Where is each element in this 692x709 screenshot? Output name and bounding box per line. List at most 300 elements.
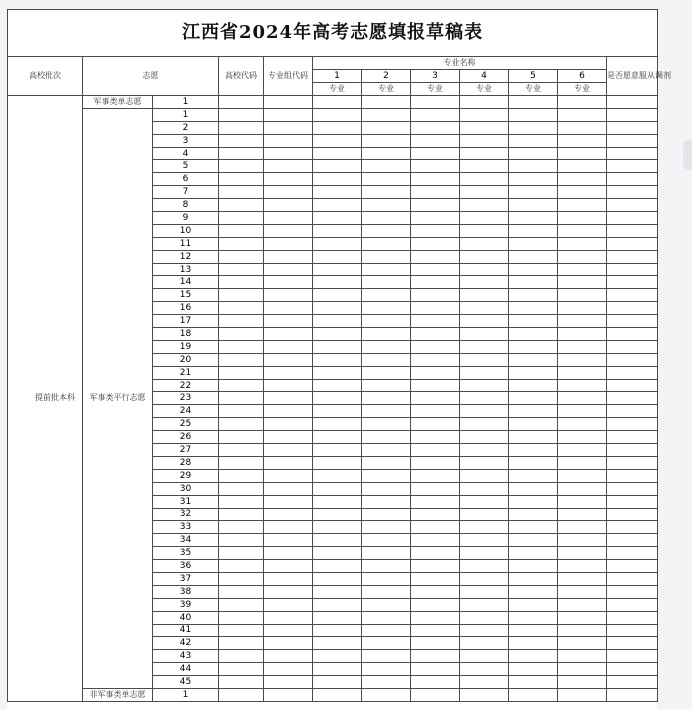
entry-cell[interactable] xyxy=(607,431,658,444)
entry-cell[interactable] xyxy=(313,405,362,418)
entry-cell[interactable] xyxy=(411,611,460,624)
entry-cell[interactable] xyxy=(219,418,264,431)
entry-cell[interactable] xyxy=(411,572,460,585)
entry-cell[interactable] xyxy=(607,160,658,173)
entry-cell[interactable] xyxy=(460,147,509,160)
entry-cell[interactable] xyxy=(362,418,411,431)
entry-cell[interactable] xyxy=(509,173,558,186)
entry-cell[interactable] xyxy=(411,263,460,276)
entry-cell[interactable] xyxy=(313,315,362,328)
entry-cell[interactable] xyxy=(509,482,558,495)
entry-cell[interactable] xyxy=(411,134,460,147)
entry-cell[interactable] xyxy=(460,572,509,585)
entry-cell[interactable] xyxy=(509,676,558,689)
entry-cell[interactable] xyxy=(313,688,362,701)
entry-cell[interactable] xyxy=(264,186,313,199)
entry-cell[interactable] xyxy=(362,186,411,199)
entry-cell[interactable] xyxy=(558,456,607,469)
entry-cell[interactable] xyxy=(460,392,509,405)
entry-cell[interactable] xyxy=(362,160,411,173)
entry-cell[interactable] xyxy=(264,560,313,573)
entry-cell[interactable] xyxy=(411,456,460,469)
entry-cell[interactable] xyxy=(509,547,558,560)
entry-cell[interactable] xyxy=(264,340,313,353)
entry-cell[interactable] xyxy=(558,212,607,225)
entry-cell[interactable] xyxy=(558,585,607,598)
entry-cell[interactable] xyxy=(460,688,509,701)
entry-cell[interactable] xyxy=(607,534,658,547)
entry-cell[interactable] xyxy=(558,676,607,689)
entry-cell[interactable] xyxy=(362,585,411,598)
entry-cell[interactable] xyxy=(509,160,558,173)
entry-cell[interactable] xyxy=(460,366,509,379)
entry-cell[interactable] xyxy=(509,431,558,444)
entry-cell[interactable] xyxy=(362,405,411,418)
entry-cell[interactable] xyxy=(264,508,313,521)
entry-cell[interactable] xyxy=(607,315,658,328)
entry-cell[interactable] xyxy=(607,289,658,302)
entry-cell[interactable] xyxy=(558,572,607,585)
entry-cell[interactable] xyxy=(509,418,558,431)
entry-cell[interactable] xyxy=(607,456,658,469)
entry-cell[interactable] xyxy=(362,328,411,341)
entry-cell[interactable] xyxy=(219,560,264,573)
entry-cell[interactable] xyxy=(264,379,313,392)
entry-cell[interactable] xyxy=(460,469,509,482)
entry-cell[interactable] xyxy=(313,676,362,689)
entry-cell[interactable] xyxy=(313,418,362,431)
entry-cell[interactable] xyxy=(509,340,558,353)
entry-cell[interactable] xyxy=(607,147,658,160)
entry-cell[interactable] xyxy=(607,212,658,225)
entry-cell[interactable] xyxy=(607,366,658,379)
entry-cell[interactable] xyxy=(558,469,607,482)
entry-cell[interactable] xyxy=(362,366,411,379)
entry-cell[interactable] xyxy=(411,598,460,611)
entry-cell[interactable] xyxy=(219,353,264,366)
entry-cell[interactable] xyxy=(607,611,658,624)
entry-cell[interactable] xyxy=(219,340,264,353)
entry-cell[interactable] xyxy=(362,237,411,250)
entry-cell[interactable] xyxy=(219,624,264,637)
entry-cell[interactable] xyxy=(264,366,313,379)
entry-cell[interactable] xyxy=(558,134,607,147)
entry-cell[interactable] xyxy=(411,212,460,225)
entry-cell[interactable] xyxy=(460,637,509,650)
entry-cell[interactable] xyxy=(607,560,658,573)
entry-cell[interactable] xyxy=(558,289,607,302)
entry-cell[interactable] xyxy=(313,289,362,302)
entry-cell[interactable] xyxy=(362,96,411,109)
entry-cell[interactable] xyxy=(219,328,264,341)
entry-cell[interactable] xyxy=(460,328,509,341)
entry-cell[interactable] xyxy=(558,431,607,444)
entry-cell[interactable] xyxy=(411,560,460,573)
entry-cell[interactable] xyxy=(313,431,362,444)
entry-cell[interactable] xyxy=(362,431,411,444)
entry-cell[interactable] xyxy=(362,147,411,160)
entry-cell[interactable] xyxy=(219,469,264,482)
entry-cell[interactable] xyxy=(558,624,607,637)
entry-cell[interactable] xyxy=(313,521,362,534)
entry-cell[interactable] xyxy=(460,598,509,611)
entry-cell[interactable] xyxy=(362,250,411,263)
entry-cell[interactable] xyxy=(607,353,658,366)
entry-cell[interactable] xyxy=(411,121,460,134)
entry-cell[interactable] xyxy=(264,444,313,457)
entry-cell[interactable] xyxy=(607,237,658,250)
entry-cell[interactable] xyxy=(607,650,658,663)
entry-cell[interactable] xyxy=(264,147,313,160)
entry-cell[interactable] xyxy=(264,611,313,624)
entry-cell[interactable] xyxy=(411,186,460,199)
entry-cell[interactable] xyxy=(362,392,411,405)
entry-cell[interactable] xyxy=(264,676,313,689)
entry-cell[interactable] xyxy=(460,521,509,534)
entry-cell[interactable] xyxy=(509,108,558,121)
entry-cell[interactable] xyxy=(362,134,411,147)
entry-cell[interactable] xyxy=(509,456,558,469)
entry-cell[interactable] xyxy=(264,108,313,121)
entry-cell[interactable] xyxy=(607,173,658,186)
entry-cell[interactable] xyxy=(219,534,264,547)
entry-cell[interactable] xyxy=(219,611,264,624)
entry-cell[interactable] xyxy=(460,508,509,521)
entry-cell[interactable] xyxy=(607,328,658,341)
entry-cell[interactable] xyxy=(411,353,460,366)
entry-cell[interactable] xyxy=(362,508,411,521)
entry-cell[interactable] xyxy=(411,379,460,392)
entry-cell[interactable] xyxy=(219,237,264,250)
entry-cell[interactable] xyxy=(460,676,509,689)
entry-cell[interactable] xyxy=(460,224,509,237)
entry-cell[interactable] xyxy=(509,650,558,663)
entry-cell[interactable] xyxy=(509,250,558,263)
entry-cell[interactable] xyxy=(362,379,411,392)
entry-cell[interactable] xyxy=(411,96,460,109)
entry-cell[interactable] xyxy=(607,96,658,109)
entry-cell[interactable] xyxy=(558,173,607,186)
entry-cell[interactable] xyxy=(313,134,362,147)
entry-cell[interactable] xyxy=(558,340,607,353)
entry-cell[interactable] xyxy=(558,328,607,341)
entry-cell[interactable] xyxy=(509,134,558,147)
entry-cell[interactable] xyxy=(362,315,411,328)
entry-cell[interactable] xyxy=(362,263,411,276)
entry-cell[interactable] xyxy=(509,199,558,212)
entry-cell[interactable] xyxy=(264,456,313,469)
entry-cell[interactable] xyxy=(460,560,509,573)
entry-cell[interactable] xyxy=(264,547,313,560)
entry-cell[interactable] xyxy=(313,650,362,663)
entry-cell[interactable] xyxy=(460,418,509,431)
entry-cell[interactable] xyxy=(558,521,607,534)
entry-cell[interactable] xyxy=(411,315,460,328)
entry-cell[interactable] xyxy=(362,624,411,637)
entry-cell[interactable] xyxy=(219,456,264,469)
entry-cell[interactable] xyxy=(460,134,509,147)
entry-cell[interactable] xyxy=(411,650,460,663)
entry-cell[interactable] xyxy=(411,237,460,250)
entry-cell[interactable] xyxy=(362,676,411,689)
entry-cell[interactable] xyxy=(411,482,460,495)
entry-cell[interactable] xyxy=(313,276,362,289)
entry-cell[interactable] xyxy=(558,366,607,379)
entry-cell[interactable] xyxy=(313,263,362,276)
entry-cell[interactable] xyxy=(607,469,658,482)
entry-cell[interactable] xyxy=(362,534,411,547)
entry-cell[interactable] xyxy=(219,508,264,521)
entry-cell[interactable] xyxy=(460,173,509,186)
entry-cell[interactable] xyxy=(219,392,264,405)
entry-cell[interactable] xyxy=(264,663,313,676)
entry-cell[interactable] xyxy=(313,108,362,121)
entry-cell[interactable] xyxy=(362,611,411,624)
entry-cell[interactable] xyxy=(362,108,411,121)
entry-cell[interactable] xyxy=(362,302,411,315)
entry-cell[interactable] xyxy=(558,237,607,250)
entry-cell[interactable] xyxy=(607,676,658,689)
entry-cell[interactable] xyxy=(219,598,264,611)
entry-cell[interactable] xyxy=(509,663,558,676)
entry-cell[interactable] xyxy=(362,495,411,508)
entry-cell[interactable] xyxy=(509,212,558,225)
entry-cell[interactable] xyxy=(607,444,658,457)
entry-cell[interactable] xyxy=(460,534,509,547)
entry-cell[interactable] xyxy=(509,534,558,547)
entry-cell[interactable] xyxy=(460,624,509,637)
entry-cell[interactable] xyxy=(607,199,658,212)
entry-cell[interactable] xyxy=(219,147,264,160)
entry-cell[interactable] xyxy=(411,637,460,650)
entry-cell[interactable] xyxy=(411,405,460,418)
entry-cell[interactable] xyxy=(313,366,362,379)
entry-cell[interactable] xyxy=(362,224,411,237)
entry-cell[interactable] xyxy=(313,224,362,237)
entry-cell[interactable] xyxy=(264,482,313,495)
entry-cell[interactable] xyxy=(509,379,558,392)
entry-cell[interactable] xyxy=(558,392,607,405)
entry-cell[interactable] xyxy=(411,534,460,547)
entry-cell[interactable] xyxy=(558,547,607,560)
entry-cell[interactable] xyxy=(509,560,558,573)
entry-cell[interactable] xyxy=(219,637,264,650)
entry-cell[interactable] xyxy=(219,276,264,289)
entry-cell[interactable] xyxy=(219,379,264,392)
entry-cell[interactable] xyxy=(264,276,313,289)
entry-cell[interactable] xyxy=(264,495,313,508)
entry-cell[interactable] xyxy=(460,96,509,109)
entry-cell[interactable] xyxy=(362,650,411,663)
entry-cell[interactable] xyxy=(264,598,313,611)
entry-cell[interactable] xyxy=(460,456,509,469)
entry-cell[interactable] xyxy=(460,276,509,289)
entry-cell[interactable] xyxy=(411,328,460,341)
entry-cell[interactable] xyxy=(607,108,658,121)
entry-cell[interactable] xyxy=(219,121,264,134)
entry-cell[interactable] xyxy=(509,611,558,624)
entry-cell[interactable] xyxy=(219,585,264,598)
entry-cell[interactable] xyxy=(313,637,362,650)
entry-cell[interactable] xyxy=(509,585,558,598)
entry-cell[interactable] xyxy=(313,624,362,637)
entry-cell[interactable] xyxy=(219,263,264,276)
entry-cell[interactable] xyxy=(460,482,509,495)
entry-cell[interactable] xyxy=(460,353,509,366)
entry-cell[interactable] xyxy=(558,186,607,199)
entry-cell[interactable] xyxy=(558,121,607,134)
entry-cell[interactable] xyxy=(607,276,658,289)
entry-cell[interactable] xyxy=(460,289,509,302)
entry-cell[interactable] xyxy=(558,224,607,237)
entry-cell[interactable] xyxy=(362,353,411,366)
entry-cell[interactable] xyxy=(362,482,411,495)
entry-cell[interactable] xyxy=(607,379,658,392)
entry-cell[interactable] xyxy=(264,534,313,547)
entry-cell[interactable] xyxy=(264,134,313,147)
entry-cell[interactable] xyxy=(411,495,460,508)
entry-cell[interactable] xyxy=(509,598,558,611)
entry-cell[interactable] xyxy=(411,160,460,173)
entry-cell[interactable] xyxy=(264,650,313,663)
entry-cell[interactable] xyxy=(313,482,362,495)
entry-cell[interactable] xyxy=(607,585,658,598)
entry-cell[interactable] xyxy=(219,482,264,495)
entry-cell[interactable] xyxy=(558,495,607,508)
entry-cell[interactable] xyxy=(219,676,264,689)
entry-cell[interactable] xyxy=(558,508,607,521)
entry-cell[interactable] xyxy=(313,560,362,573)
entry-cell[interactable] xyxy=(313,147,362,160)
entry-cell[interactable] xyxy=(313,379,362,392)
entry-cell[interactable] xyxy=(264,392,313,405)
entry-cell[interactable] xyxy=(219,160,264,173)
entry-cell[interactable] xyxy=(362,572,411,585)
entry-cell[interactable] xyxy=(313,160,362,173)
entry-cell[interactable] xyxy=(313,186,362,199)
entry-cell[interactable] xyxy=(362,547,411,560)
entry-cell[interactable] xyxy=(411,688,460,701)
entry-cell[interactable] xyxy=(313,534,362,547)
entry-cell[interactable] xyxy=(460,431,509,444)
entry-cell[interactable] xyxy=(411,585,460,598)
entry-cell[interactable] xyxy=(509,405,558,418)
entry-cell[interactable] xyxy=(607,482,658,495)
entry-cell[interactable] xyxy=(411,508,460,521)
entry-cell[interactable] xyxy=(558,147,607,160)
entry-cell[interactable] xyxy=(607,302,658,315)
entry-cell[interactable] xyxy=(219,315,264,328)
entry-cell[interactable] xyxy=(607,250,658,263)
entry-cell[interactable] xyxy=(264,405,313,418)
entry-cell[interactable] xyxy=(509,147,558,160)
entry-cell[interactable] xyxy=(460,199,509,212)
entry-cell[interactable] xyxy=(558,353,607,366)
entry-cell[interactable] xyxy=(460,121,509,134)
entry-cell[interactable] xyxy=(411,250,460,263)
entry-cell[interactable] xyxy=(607,186,658,199)
entry-cell[interactable] xyxy=(219,688,264,701)
entry-cell[interactable] xyxy=(411,302,460,315)
entry-cell[interactable] xyxy=(313,212,362,225)
entry-cell[interactable] xyxy=(362,598,411,611)
entry-cell[interactable] xyxy=(264,688,313,701)
entry-cell[interactable] xyxy=(607,508,658,521)
entry-cell[interactable] xyxy=(362,469,411,482)
entry-cell[interactable] xyxy=(607,663,658,676)
entry-cell[interactable] xyxy=(558,534,607,547)
entry-cell[interactable] xyxy=(509,572,558,585)
entry-cell[interactable] xyxy=(460,160,509,173)
entry-cell[interactable] xyxy=(411,624,460,637)
entry-cell[interactable] xyxy=(264,224,313,237)
entry-cell[interactable] xyxy=(509,263,558,276)
entry-cell[interactable] xyxy=(607,624,658,637)
entry-cell[interactable] xyxy=(264,160,313,173)
entry-cell[interactable] xyxy=(411,676,460,689)
entry-cell[interactable] xyxy=(313,508,362,521)
entry-cell[interactable] xyxy=(219,366,264,379)
entry-cell[interactable] xyxy=(509,624,558,637)
entry-cell[interactable] xyxy=(460,263,509,276)
entry-cell[interactable] xyxy=(460,379,509,392)
entry-cell[interactable] xyxy=(607,572,658,585)
entry-cell[interactable] xyxy=(411,431,460,444)
entry-cell[interactable] xyxy=(558,688,607,701)
entry-cell[interactable] xyxy=(313,598,362,611)
entry-cell[interactable] xyxy=(509,392,558,405)
entry-cell[interactable] xyxy=(264,199,313,212)
entry-cell[interactable] xyxy=(219,173,264,186)
entry-cell[interactable] xyxy=(313,611,362,624)
entry-cell[interactable] xyxy=(607,598,658,611)
entry-cell[interactable] xyxy=(313,173,362,186)
entry-cell[interactable] xyxy=(219,96,264,109)
entry-cell[interactable] xyxy=(219,224,264,237)
entry-cell[interactable] xyxy=(558,663,607,676)
entry-cell[interactable] xyxy=(607,547,658,560)
entry-cell[interactable] xyxy=(362,121,411,134)
entry-cell[interactable] xyxy=(219,495,264,508)
entry-cell[interactable] xyxy=(509,366,558,379)
entry-cell[interactable] xyxy=(509,96,558,109)
entry-cell[interactable] xyxy=(411,276,460,289)
entry-cell[interactable] xyxy=(607,392,658,405)
entry-cell[interactable] xyxy=(313,663,362,676)
entry-cell[interactable] xyxy=(607,134,658,147)
entry-cell[interactable] xyxy=(460,302,509,315)
entry-cell[interactable] xyxy=(607,263,658,276)
entry-cell[interactable] xyxy=(558,199,607,212)
entry-cell[interactable] xyxy=(264,250,313,263)
entry-cell[interactable] xyxy=(558,108,607,121)
entry-cell[interactable] xyxy=(219,212,264,225)
entry-cell[interactable] xyxy=(313,456,362,469)
entry-cell[interactable] xyxy=(558,250,607,263)
entry-cell[interactable] xyxy=(219,405,264,418)
entry-cell[interactable] xyxy=(558,96,607,109)
entry-cell[interactable] xyxy=(509,328,558,341)
entry-cell[interactable] xyxy=(219,250,264,263)
entry-cell[interactable] xyxy=(558,482,607,495)
entry-cell[interactable] xyxy=(460,212,509,225)
entry-cell[interactable] xyxy=(219,431,264,444)
entry-cell[interactable] xyxy=(509,508,558,521)
entry-cell[interactable] xyxy=(313,444,362,457)
entry-cell[interactable] xyxy=(411,289,460,302)
entry-cell[interactable] xyxy=(460,444,509,457)
entry-cell[interactable] xyxy=(313,340,362,353)
